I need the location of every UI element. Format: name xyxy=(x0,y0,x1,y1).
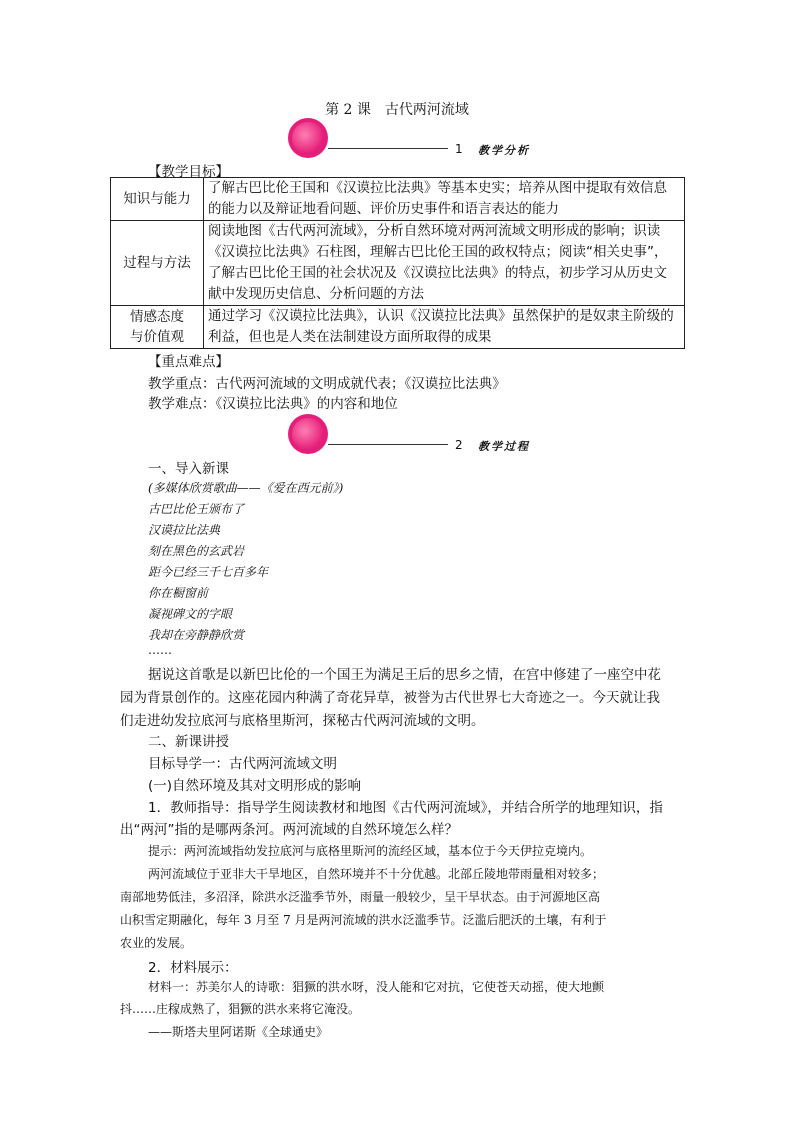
pink-circle-icon xyxy=(288,118,328,158)
section-label: 教学过程 xyxy=(478,440,530,453)
item-line: 2．材料展示： xyxy=(148,960,238,976)
poem-line: 刻在黑色的玄武岩 xyxy=(148,544,245,558)
poem-line: 古巴比伦王颁布了 xyxy=(148,502,245,516)
poem-line: 凝视碑文的字眼 xyxy=(148,607,233,621)
pink-circle-icon xyxy=(288,414,328,454)
goal-heading: 目标导学一：古代两河流域文明 xyxy=(148,756,337,772)
song-line: (多媒体欣赏歌曲——《爱在西元前》) xyxy=(148,481,344,495)
intro-paragraph-line: 园为背景创作的。这座花园内种满了奇花异草，被誉为古代世界七大奇迹之一。今天就让我 xyxy=(120,690,660,706)
page-title: 第 2 课 古代两河流域 xyxy=(325,102,469,118)
poem-line: 我却在旁静静欣赏 xyxy=(148,628,245,642)
row-value: 了解古巴比伦王国和《汉谟拉比法典》等基本史实；培养从图中提取有效信息的能力以及辩证地看问题、评价历史事件和语言表达的能力 xyxy=(204,178,685,221)
material-line: 抖……庄稼成熟了，猖獗的洪水来将它淹没。 xyxy=(120,1002,361,1016)
goals-heading: 【教学目标】 xyxy=(148,164,229,180)
key-heading: 【重点难点】 xyxy=(148,354,229,370)
poem-line: …… xyxy=(148,643,172,657)
item-line: 1．教师指导：指导学生阅读教材和地图《古代两河流域》，并结合所学的地理知识，指 xyxy=(148,800,663,816)
table-row xyxy=(111,306,685,349)
hint-line: 南部地势低洼，多沼泽，除洪水泛滥季节外，雨量一般较少，呈干旱状态。由于河源地区高 xyxy=(120,890,601,904)
section-label: 教学分析 xyxy=(478,144,530,157)
goals-table xyxy=(110,177,685,349)
intro-paragraph-line: 据说这首歌是以新巴比伦的一个国王为满足王后的思乡之情，在宫中修建了一座空中花 xyxy=(148,667,661,683)
item-line: 出“两河”指的是哪两条河。两河流域的自然环境怎么样？ xyxy=(120,822,458,838)
key-point: 教学重点：古代两河流域的文明成就代表；《汉谟拉比法典》 xyxy=(148,376,506,392)
table-row xyxy=(111,221,685,306)
row-key xyxy=(111,306,204,349)
row-key: 知识与能力 xyxy=(111,178,204,221)
material-source: ——斯塔夫里阿诺斯《全球通史》 xyxy=(148,1025,329,1039)
row-key: 过程与方法 xyxy=(111,221,204,306)
poem-line: 你在橱窗前 xyxy=(148,586,209,600)
hint-line: 两河流域位于亚非大干旱地区，自然环境并不十分优越。北部丘陵地带雨量相对较多； xyxy=(148,867,605,881)
divider xyxy=(328,444,448,445)
material-line: 材料一：苏美尔人的诗歌：猖獗的洪水呀，没人能和它对抗，它使苍天动摇，使大地颤 xyxy=(148,980,605,994)
section-number: 1 xyxy=(455,142,463,156)
intro-paragraph-line: 们走进幼发拉底河与底格里斯河，探秘古代两河流域的文明。 xyxy=(120,713,485,729)
row-value: 通过学习《汉谟拉比法典》，认识《汉谟拉比法典》虽然保护的是奴隶主阶级的利益，但也是人类在法制建设方面所取得的成果 xyxy=(204,306,685,349)
table-row xyxy=(111,178,685,221)
new-lesson-heading: 二、新课讲授 xyxy=(148,734,229,750)
hint-line: 山积雪定期融化，每年 3 月至 7 月是两河流域的洪水泛滥季节。泛滥后肥沃的土壤，有利于 xyxy=(120,913,607,927)
divider xyxy=(328,148,448,149)
hint-line: 农业的发展。 xyxy=(120,936,193,950)
difficult-point: 教学难点：《汉谟拉比法典》的内容和地位 xyxy=(148,396,398,412)
subsection-heading: (一)自然环境及其对文明形成的影响 xyxy=(148,778,362,794)
row-key-text: 情感态度与价值观 xyxy=(130,309,184,345)
intro-heading: 一、导入新课 xyxy=(148,461,229,477)
row-value: 阅读地图《古代两河流域》，分析自然环境对两河流域文明形成的影响；识读《汉谟拉比法典》石柱图，理解古巴比伦王国的政权特点；阅读“相关史事”，了解古巴比伦王国的社会状况及《汉谟拉比法典》的特点，初步学习从历史文献中发现历史信息、分析问题的方法 xyxy=(204,221,685,306)
poem-line: 距今已经三千七百多年 xyxy=(148,565,269,579)
section-header-analysis xyxy=(288,118,548,158)
section-number: 2 xyxy=(455,438,463,452)
poem-line: 汉谟拉比法典 xyxy=(148,523,221,537)
hint-line: 提示：两河流域指幼发拉底河与底格里斯河的流经区域，基本位于今天伊拉克境内。 xyxy=(148,844,593,858)
section-header-process xyxy=(288,414,548,454)
